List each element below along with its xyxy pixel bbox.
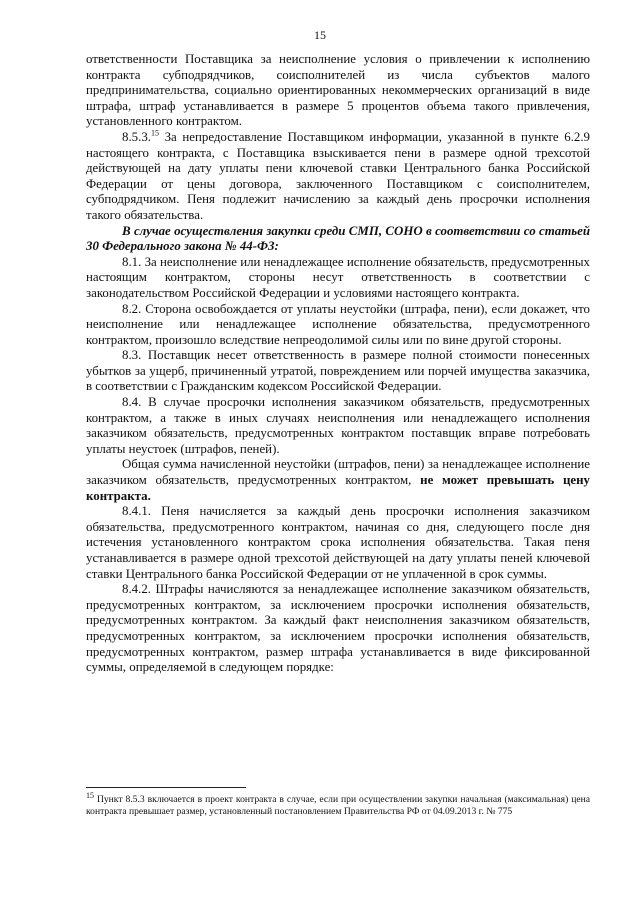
footnote-text: Пункт 8.5.3 включается в проект контракта в случае, если при осуществлении закупки начальная (максимальная) цена контракта превышает размер, установленный постановлением Правительства РФ от 04.09.2013 г. № 775 (86, 794, 590, 817)
clause-text: За непредоставление Поставщиком информации, указанной в пункте 6.2.9 настоящего контракта, с Поставщика взыскивается пени в размере одной трехсотой действующей на дату уплаты пени ключевой ставки Центрального банка Российской Федерации от цены договора, заключенного Поставщиком с соисполнителем, субподрядчиком. Пеня подлежит начислению за каждый день просрочки исполнения такого обязательства. (86, 129, 590, 222)
paragraph-continuation: ответственности Поставщика за неисполнение условия о привлечении к исполнению контракта субподрядчиков, соисполнителей из числа субъектов малого предпринимательства, социально ориентированных некоммерческих организаций в виде штрафа, штраф устанавливается в размере 5 процентов объема такого привлечения, установленного контрактом. (86, 52, 590, 129)
page-number: 15 (314, 28, 326, 42)
paragraph-8-1: 8.1. За неисполнение или ненадлежащее исполнение обязательств, предусмотренных настоящим контрактом, стороны несут ответственность в соответствии с законодательством Российской Федерации и условиями настоящего контракта. (86, 254, 590, 300)
footnote (86, 790, 590, 818)
paragraph-8-2: 8.2. Сторона освобождается от уплаты неустойки (штрафа, пени), если докажет, что неисполнение или ненадлежащее исполнение обязательства, предусмотренного контрактом, произошло вследствие непреодолимой силы или по вине другой стороны. (86, 301, 590, 347)
paragraph-8-4: 8.4. В случае просрочки исполнения заказчиком обязательств, предусмотренных контрактом, а также в иных случаях неисполнения или ненадлежащего исполнения заказчиком обязательств, предусмотренных контрактом поставщик вправе потребовать уплаты неустоек (штрафов, пеней). (86, 395, 590, 456)
paragraph-8-4-2: 8.4.2. Штрафы начисляются за ненадлежащее исполнение заказчиком обязательств, предусмотренных контрактом, за исключением просрочки исполнения обязательств, предусмотренных контрактом. За каждый факт неисполнения заказчиком обязательств, предусмотренных контрактом, за исключением просрочки исполнения обязательств, предусмотренных контрактом, размер штрафа устанавливается в виде фиксированной суммы, определяемой в следующем порядке: (86, 582, 590, 675)
paragraph-8-4-1: 8.4.1. Пеня начисляется за каждый день просрочки исполнения заказчиком обязательства, предусмотренного контрактом, начиная со дня, следующего после дня истечения установленного контрактом срока исполнения обязательства. Такая пеня устанавливается в размере одной трехсотой действующей на дату уплаты пеней ключевой ставки Центрального банка Российской Федерации от не уплаченной в срок суммы. (86, 504, 590, 581)
body-text (86, 52, 590, 676)
paragraph-8-3: 8.3. Поставщик несет ответственность в размере полной стоимости понесенных убытков за ущерб, причиненный утратой, повреждением или порчей имущества заказчика, в соответствии с Гражданским кодексом Российской Федерации. (86, 348, 590, 394)
footnote-divider (86, 787, 246, 788)
penalty-limit-text: Общая сумма начисленной неустойки (штрафов, пени) за ненадлежащее исполнение заказчиком обязательств, предусмотренных контрактом, (86, 457, 590, 488)
section-heading: В случае осуществления закупки среди СМП, СОНО в соответствии со статьей 30 Федерального закона № 44-ФЗ: (86, 223, 590, 254)
clause-number: 8.5.3. (122, 129, 152, 144)
footnote-reference: 15 (151, 128, 160, 138)
paragraph-8-5-3 (86, 130, 590, 224)
paragraph-penalty-limit (86, 457, 590, 504)
penalty-limit-bold: не может превышать цену контракта. (86, 473, 590, 503)
footnote-marker: 15 (86, 790, 94, 800)
